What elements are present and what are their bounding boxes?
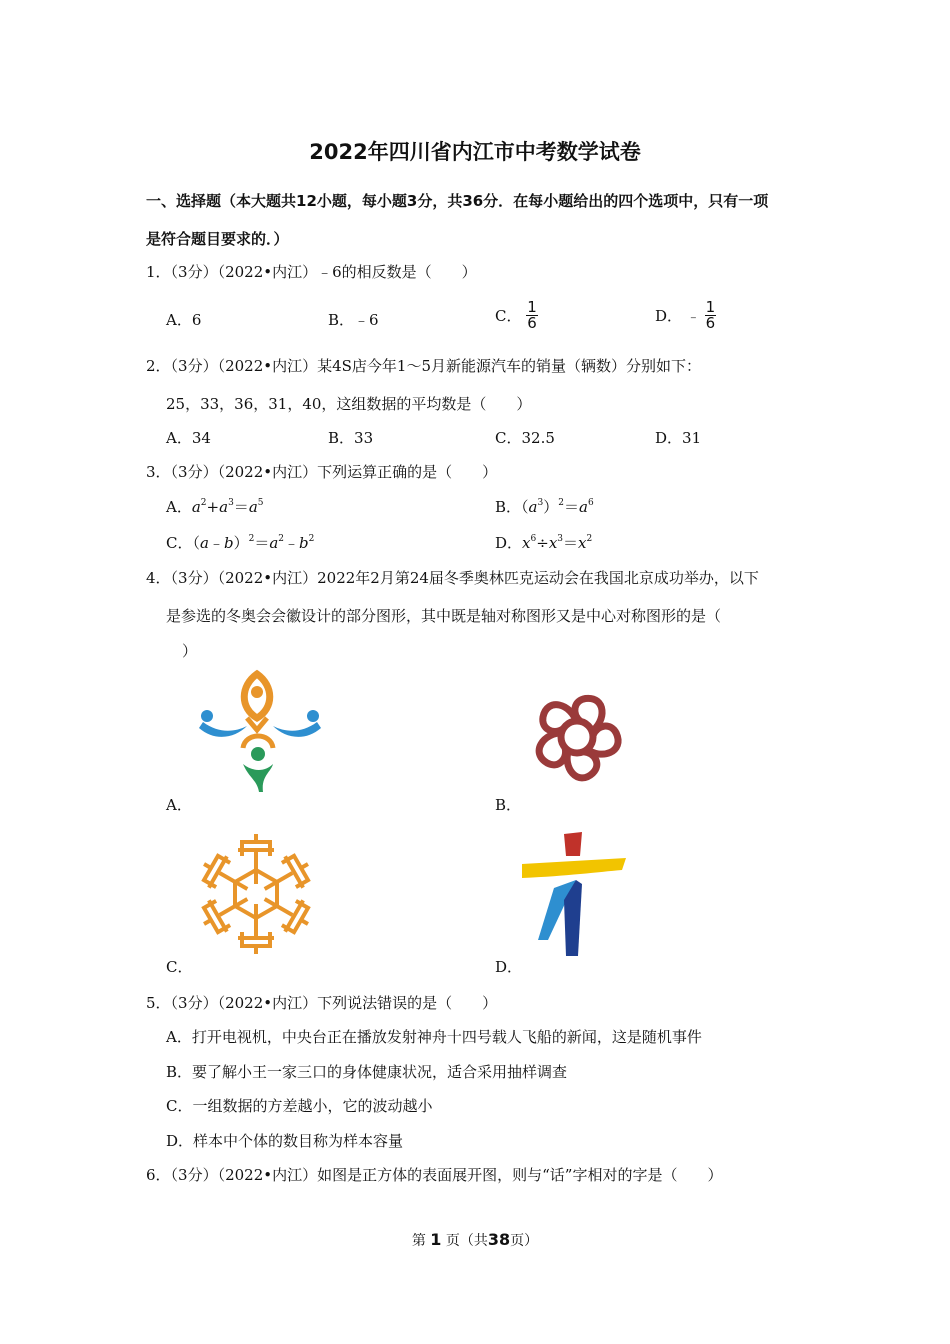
q1-option-c bbox=[495, 300, 538, 331]
page-footer bbox=[0, 1230, 950, 1250]
section-heading-line2: 是符合题目要求的．） bbox=[146, 230, 289, 248]
question-2-stem-line2: 25，33，36，31，40，这组数据的平均数是（ ） bbox=[166, 395, 532, 413]
fraction-numerator: 1 bbox=[705, 298, 716, 316]
q3-option-b-label: B． bbox=[495, 498, 522, 516]
footer-pre: 第 bbox=[411, 1233, 426, 1249]
question-6-stem: 6．（3分）（2022•内江）如图是正方体的表面展开图，则与“话”字相对的字是（ ） bbox=[146, 1166, 723, 1184]
question-4-stem-line3: ） bbox=[182, 642, 198, 660]
q1-option-d-sign: ﹣ bbox=[686, 310, 700, 325]
q1-option-d-fraction bbox=[705, 300, 717, 331]
footer-page-number: 1 bbox=[430, 1230, 442, 1249]
q3-option-c-label: C． bbox=[166, 534, 193, 552]
q1-option-c-fraction bbox=[526, 300, 538, 331]
fraction-denominator: 6 bbox=[705, 314, 716, 332]
q5-option-d: D．样本中个体的数目称为样本容量 bbox=[166, 1132, 404, 1150]
footer-total-pages: 38 bbox=[487, 1230, 511, 1249]
q4-option-c-label: C． bbox=[166, 958, 193, 976]
q1-option-d bbox=[655, 300, 716, 331]
q4-option-d-label: D． bbox=[495, 958, 523, 976]
q5-option-a: A．打开电视机，中央台正在播放发射神舟十四号载人飞船的新闻，这是随机事件 bbox=[166, 1028, 702, 1046]
q3-option-d: D．$x^6\div x^3=x^2$ bbox=[495, 534, 593, 552]
emblem-a-image bbox=[195, 668, 325, 796]
q3-option-a-label: A． bbox=[166, 498, 192, 516]
q4-option-a-label: A． bbox=[166, 796, 192, 814]
question-4-stem-line1: 4．（3分）（2022•内江）2022年2月第24届冬季奥林匹克运动会在我国北京成功举办，以下 bbox=[146, 569, 759, 587]
q3-option-a: A．$a^2+a^3=a^5$ bbox=[166, 498, 264, 516]
emblem-d-image bbox=[518, 830, 633, 960]
q5-option-c: C．一组数据的方差越小，它的波动越小 bbox=[166, 1097, 433, 1115]
q2-option-b: B．33 bbox=[328, 429, 374, 447]
q5-option-b: B．要了解小王一家三口的身体健康状况，适合采用抽样调查 bbox=[166, 1063, 568, 1081]
q3-option-d-label: D． bbox=[495, 534, 523, 552]
fraction-numerator: 1 bbox=[527, 298, 537, 316]
section-heading-line1: 一、选择题（本大题共12小题，每小题3分，共36分．在每小题给出的四个选项中，只有一项 bbox=[146, 192, 769, 210]
question-1-stem: 1．（3分）（2022•内江）﹣6的相反数是（ ） bbox=[146, 263, 477, 281]
question-5-stem: 5．（3分）（2022•内江）下列说法错误的是（ ） bbox=[146, 994, 498, 1012]
question-2-stem-line1: 2．（3分）（2022•内江）某4S店今年1～5月新能源汽车的销量（辆数）分别如下： bbox=[146, 357, 702, 375]
emblem-c-image bbox=[192, 832, 320, 956]
q1-option-a: A．6 bbox=[166, 311, 202, 329]
footer-post: 页） bbox=[510, 1233, 539, 1249]
q3-option-c: C．$(a﹣b)^2=a^2﹣b^2$ bbox=[166, 534, 315, 552]
question-3-stem: 3．（3分）（2022•内江）下列运算正确的是（ ） bbox=[146, 463, 498, 481]
question-4-stem-line2: 是参选的冬奥会会徽设计的部分图形，其中既是轴对称图形又是中心对称图形的是（ bbox=[166, 607, 722, 625]
q3-option-b: B．$(a^3)^2=a^6$ bbox=[495, 498, 594, 516]
footer-mid: 页（共 bbox=[445, 1233, 488, 1249]
emblem-b-image bbox=[510, 672, 645, 802]
q1-option-d-label: D． bbox=[655, 307, 683, 325]
page-title: 2022年四川省内江市中考数学试卷 bbox=[309, 140, 641, 164]
fraction-denominator: 6 bbox=[527, 314, 537, 332]
q2-option-d: D．31 bbox=[655, 429, 702, 447]
q1-option-b: B．﹣6 bbox=[328, 311, 379, 329]
q2-option-a: A．34 bbox=[166, 429, 211, 447]
q2-option-c: C．32.5 bbox=[495, 429, 555, 447]
q4-option-b-label: B． bbox=[495, 796, 522, 814]
q1-option-c-label: C． bbox=[495, 307, 522, 325]
